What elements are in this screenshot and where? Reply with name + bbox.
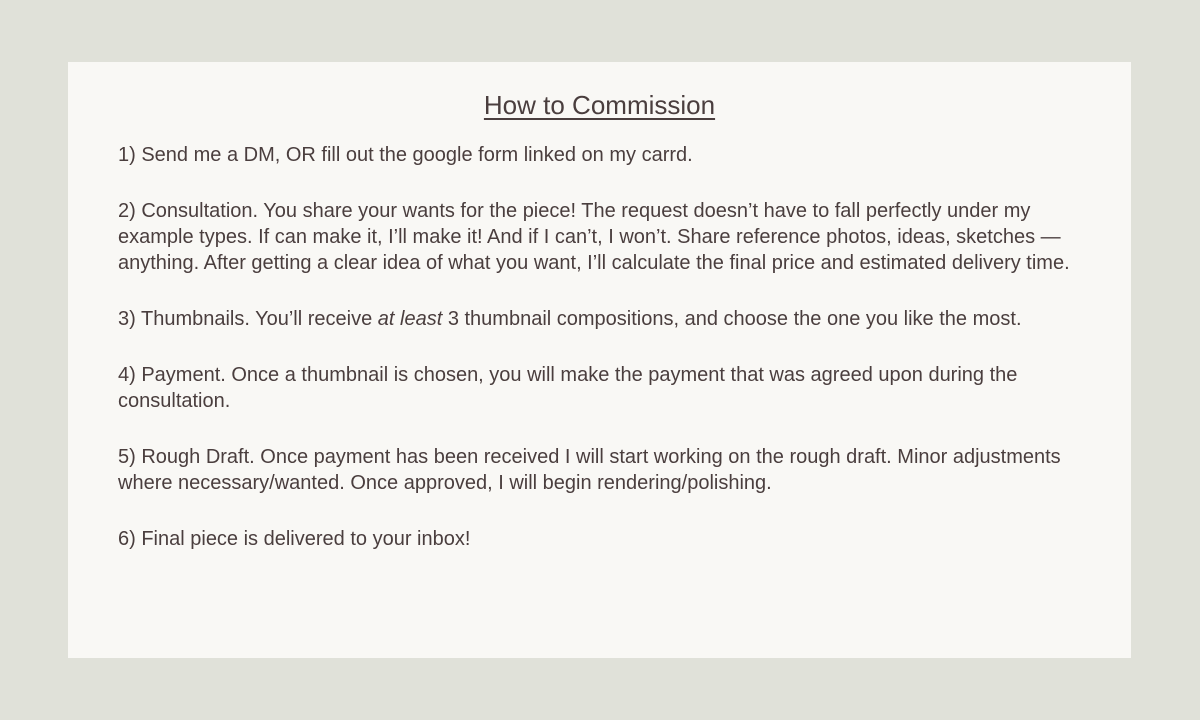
step-5: 5) Rough Draft. Once payment has been received I will start working on the rough draft. Minor adjustments where necessary/wanted. Once approved, I will begin rendering/polishing. xyxy=(118,446,1061,494)
step-3-text-before: 3) Thumbnails. You’ll receive xyxy=(118,308,378,330)
step-6: 6) Final piece is delivered to your inbox! xyxy=(118,528,471,550)
step-1: 1) Send me a DM, OR fill out the google form linked on my carrd. xyxy=(118,144,693,166)
commission-card xyxy=(68,62,1131,658)
step-3-text-after: 3 thumbnail compositions, and choose the one you like the most. xyxy=(442,308,1022,330)
steps-list xyxy=(118,142,1088,552)
step-3-emphasis: at least xyxy=(377,308,443,330)
page-title: How to Commission xyxy=(483,90,716,120)
step-2: 2) Consultation. You share your wants for the piece! The request doesn’t have to fall perfectly under my example types. If can make it, I’ll make it! And if I can’t, I won’t. Share reference photos, ideas, sketches — anything. After getting a clear idea of what you want, I’ll calculate the final price and estimated delivery time. xyxy=(118,200,1070,274)
step-3 xyxy=(118,306,1088,332)
step-4: 4) Payment. Once a thumbnail is chosen, you will make the payment that was agreed upon during the consultation. xyxy=(118,364,1018,412)
